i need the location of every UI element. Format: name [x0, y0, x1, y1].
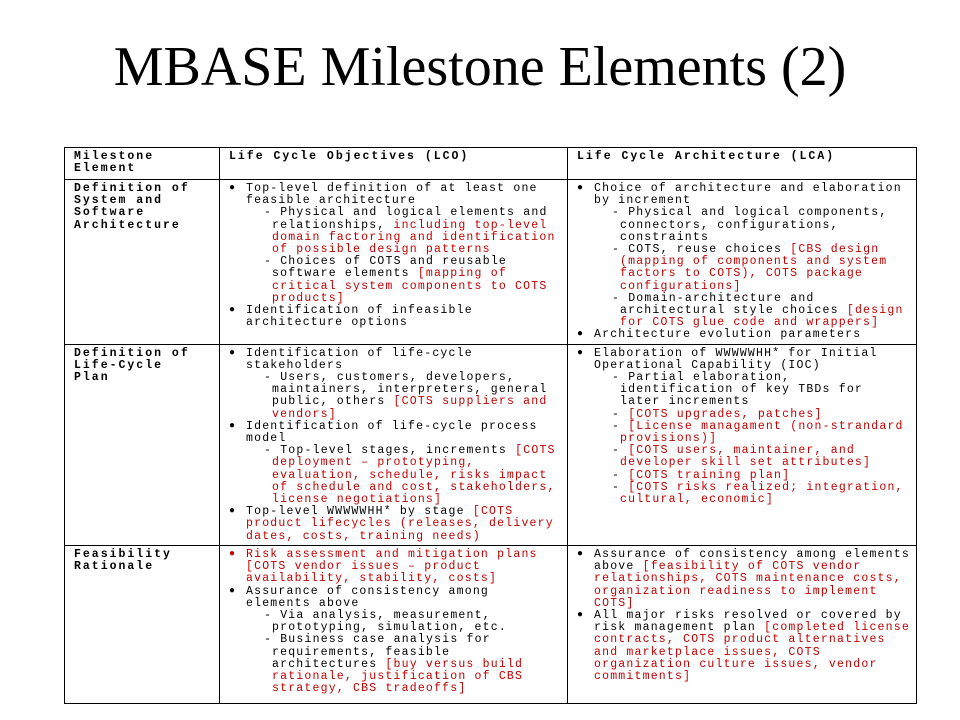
sub-item-text-highlight: [COTS deployment – prototyping, evaluation, schedule, risks impact of schedule and cost, stakeholders, license negotiations]	[272, 444, 556, 507]
bullet-text: Architecture evolution parameters	[594, 328, 862, 342]
row-system-software-architecture	[65, 180, 917, 345]
bullet-dot-icon: ●	[229, 506, 237, 518]
bullet-dot-icon: ●	[229, 183, 237, 194]
sub-item: - COTS, reuse choices [CBS design (mapping of components and system factors to COTS), COTS package configurations]	[612, 243, 888, 293]
bullet-item	[229, 506, 561, 543]
bullet-dot-icon: ●	[229, 585, 237, 597]
sub-item-text-highlight: [COTS users, maintainer, and developer skill set attributes]	[620, 444, 872, 470]
sub-item-text-highlight: [License managament (non-strandard provisions)]	[620, 419, 904, 446]
lco-cell	[220, 344, 568, 545]
sub-item-text: Domain-architecture and architectural style choices	[620, 291, 847, 318]
bullet-item	[577, 183, 910, 329]
sub-item-text-highlight: [buy versus build rationale, justification of CBS strategy, CBS tradeoffs]	[272, 657, 524, 696]
bullet-list	[229, 348, 561, 543]
header-milestone-element: Milestone Element	[65, 148, 220, 180]
bullet-item	[229, 348, 561, 421]
bullet-text: Elaboration of WWWWWHH* for Initial Operational Capability (IOC)	[594, 346, 878, 372]
bullet-item	[577, 348, 910, 507]
sub-item-text: COTS, reuse choices	[628, 243, 791, 257]
bullet-item	[229, 549, 561, 586]
sub-item: - Business case analysis for requirements, feasible architectures [buy versus build rationale, justification of CBS strategy, CBS tradeoffs]	[264, 633, 524, 696]
bullet-item	[229, 305, 561, 329]
sub-item: - Domain-architecture and architectural style choices [design for COTS glue code and wrappers]	[612, 291, 904, 330]
table-header-row	[65, 148, 917, 180]
bullet-list	[229, 183, 561, 329]
bullet-text: Assurance of consistency among elements above	[594, 547, 910, 574]
bullet-item	[577, 549, 910, 610]
sub-item: - Physical and logical components, connectors, configurations, constraints	[612, 206, 888, 244]
bullet-text: All major risks resolved or covered by risk management plan	[594, 608, 902, 635]
bullet-text: Choice of architecture and elaboration by increment	[594, 182, 902, 208]
bullet-text: Assurance of consistency among elements above	[246, 584, 490, 610]
row-label: Definition of Life-Cycle Plan	[65, 344, 220, 545]
sub-item-text: Physical and logical elements and relationships,	[272, 206, 548, 232]
sub-item-text-highlight: [COTS risks realized; integration, cultural, economic]	[620, 480, 904, 507]
bullet-item	[229, 183, 561, 305]
sub-item: - [License managament (non-strandard provisions)]	[612, 419, 904, 446]
lca-cell	[568, 344, 917, 545]
bullet-list	[577, 183, 910, 342]
sub-item: - Physical and logical elements and relationships, including top-level domain factoring and identification of possible design patterns	[264, 206, 556, 257]
sub-item: - Partial elaboration, identification of key TBDs for later increments	[612, 371, 864, 409]
bullet-dot-icon: ●	[229, 548, 237, 560]
bullet-text: Identification of life-cycle stakeholders	[246, 346, 473, 372]
sub-item-text-highlight: [CBS design (mapping of components and system factors to COTS), COTS package configurations]	[620, 243, 888, 293]
bullet-item	[229, 421, 561, 506]
sub-item: - Via analysis, measurement, prototyping, simulation, etc.	[264, 608, 507, 635]
bullet-dot-icon: ●	[229, 305, 237, 317]
sub-item: - Choices of COTS and reusable software elements [mapping of critical system components to COTS products]	[264, 255, 548, 305]
bullet-list	[229, 549, 561, 695]
bullet-dot-icon: ●	[577, 329, 585, 341]
header-lca: Life Cycle Architecture (LCA)	[568, 148, 917, 180]
bullet-text: Identification of life-cycle process model	[246, 419, 538, 446]
sub-item: - [COTS users, maintainer, and developer skill set attributes]	[612, 444, 872, 470]
bullet-dot-icon: ●	[577, 347, 585, 359]
milestone-elements-table	[64, 147, 917, 704]
sub-item-text: Physical and logical components, connectors, configurations, constraints	[620, 206, 888, 244]
bullet-dot-icon: ●	[577, 548, 585, 560]
sub-item: - [COTS risks realized; integration, cultural, economic]	[612, 480, 904, 507]
bullet-dot-icon: ●	[229, 420, 237, 432]
sub-item: - Top-level stages, increments [COTS deployment – prototyping, evaluation, schedule, risks impact of schedule and cost, stakeholders, license negotiations]	[264, 444, 556, 507]
sub-item-text: Top-level stages, increments	[280, 444, 516, 458]
sub-item-text-highlight: [COTS upgrades, patches]	[628, 407, 823, 421]
sub-item-text-highlight: [mapping of critical system components to COTS products]	[272, 267, 548, 305]
sub-item-text-highlight: [COTS training plan]	[628, 468, 791, 482]
row-label: Feasibility Rationale	[65, 545, 220, 703]
lca-cell	[568, 545, 917, 703]
bullet-text-highlight: [COTS product lifecycles (releases, delivery dates, costs, training needs)	[246, 505, 554, 543]
row-feasibility-rationale	[65, 545, 917, 703]
row-life-cycle-plan	[65, 344, 917, 545]
bullet-text-highlight: [completed license contracts, COTS product alternatives and marketplace issues, COTS organization culture issues, vendor commitments]	[594, 621, 910, 683]
sub-item-text-highlight: [design for COTS glue code and wrappers]	[620, 304, 904, 330]
bullet-text: Top-level WWWWWHH* by stage	[246, 505, 473, 519]
bullet-dot-icon: ●	[229, 347, 237, 359]
bullet-dot-icon: ●	[577, 609, 585, 621]
lco-cell	[220, 180, 568, 345]
sub-item: - Users, customers, developers, maintainers, interpreters, general public, others [COTS suppliers and vendors]	[264, 371, 548, 421]
header-lco: Life Cycle Objectives (LCO)	[220, 148, 568, 180]
lco-cell	[220, 545, 568, 703]
bullet-item	[577, 610, 910, 683]
bullet-text-highlight: Risk assessment and mitigation plans [COTS vendor issues – product availability, stability, costs]	[246, 547, 538, 586]
sub-item-text: Via analysis, measurement, prototyping, simulation, etc.	[272, 608, 507, 635]
bullet-dot-icon: ●	[577, 183, 585, 194]
slide-title: MBASE Milestone Elements (2)	[113, 36, 847, 98]
sub-item-text-highlight: including top-level domain factoring and identification of possible design patterns	[272, 218, 556, 257]
bullet-list	[577, 549, 910, 683]
lca-cell	[568, 180, 917, 345]
bullet-text: Top-level definition of at least one feasible architecture	[246, 182, 538, 208]
sub-item: - [COTS upgrades, patches]	[612, 407, 823, 421]
bullet-item	[577, 329, 910, 341]
bullet-list	[577, 348, 910, 507]
sub-item-text: Business case analysis for requirements, feasible architectures	[272, 633, 491, 671]
sub-item: - [COTS training plan]	[612, 468, 791, 482]
bullet-item	[229, 586, 561, 696]
bullet-text-highlight: [feasibility of COTS vendor relationships, COTS maintenance costs, organization readiness to implement COTS]	[594, 560, 902, 610]
sub-item-text: Partial elaboration, identification of key TBDs for later increments	[620, 371, 864, 409]
sub-item-text: Users, customers, developers, maintainers, interpreters, general public, others	[272, 371, 548, 409]
bullet-text: Identification of infeasible architecture options	[246, 304, 473, 330]
row-label: Definition of System and Software Architecture	[65, 180, 220, 345]
sub-item-text-highlight: [COTS suppliers and vendors]	[272, 395, 548, 421]
sub-item-text: Choices of COTS and reusable software elements	[272, 255, 508, 281]
